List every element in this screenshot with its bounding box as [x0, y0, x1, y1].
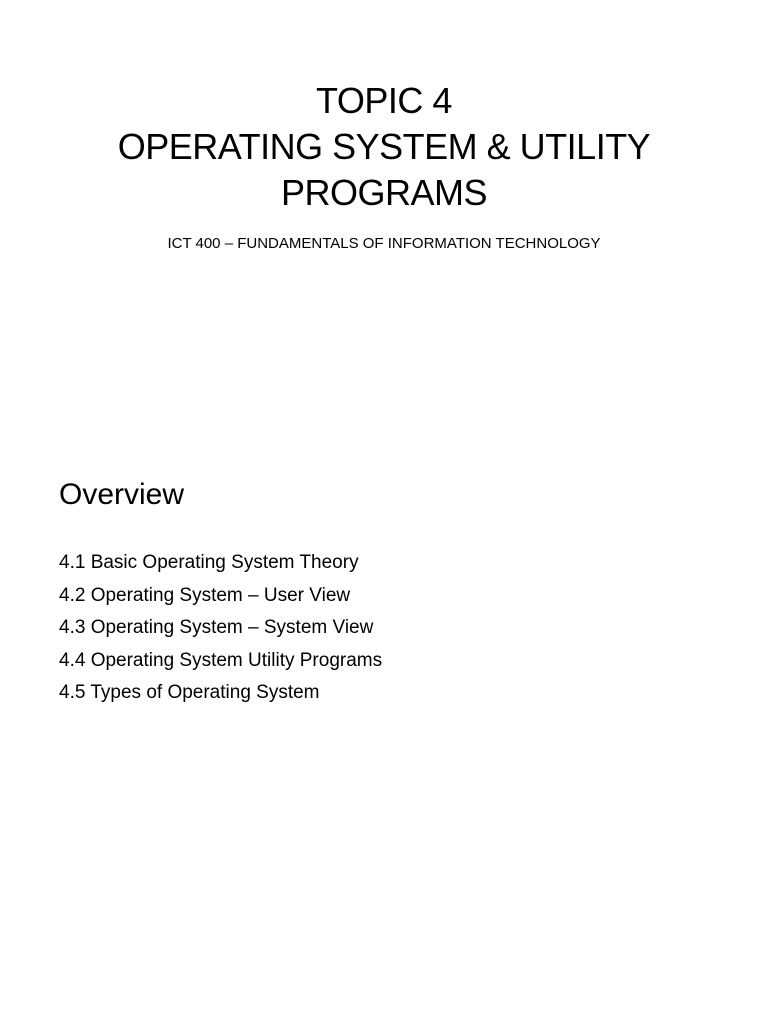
title-line-programs: PROGRAMS — [280, 172, 488, 213]
overview-item: 4.3 Operating System – System View — [59, 617, 374, 638]
course-subtitle: ICT 400 – FUNDAMENTALS OF INFORMATION TECHNOLOGY — [167, 235, 601, 252]
overview-list — [59, 547, 382, 710]
overview-item: 4.4 Operating System Utility Programs — [59, 649, 383, 671]
title-line-main: OPERATING SYSTEM & UTILITY — [117, 126, 651, 167]
title-slide — [0, 78, 768, 498]
overview-item: 4.1 Basic Operating System Theory — [59, 552, 359, 573]
title-line-topic: TOPIC 4 — [316, 80, 452, 121]
overview-item: 4.2 Operating System – User View — [59, 584, 351, 606]
overview-heading: Overview — [59, 478, 185, 511]
overview-item: 4.5 Types of Operating System — [59, 682, 320, 703]
